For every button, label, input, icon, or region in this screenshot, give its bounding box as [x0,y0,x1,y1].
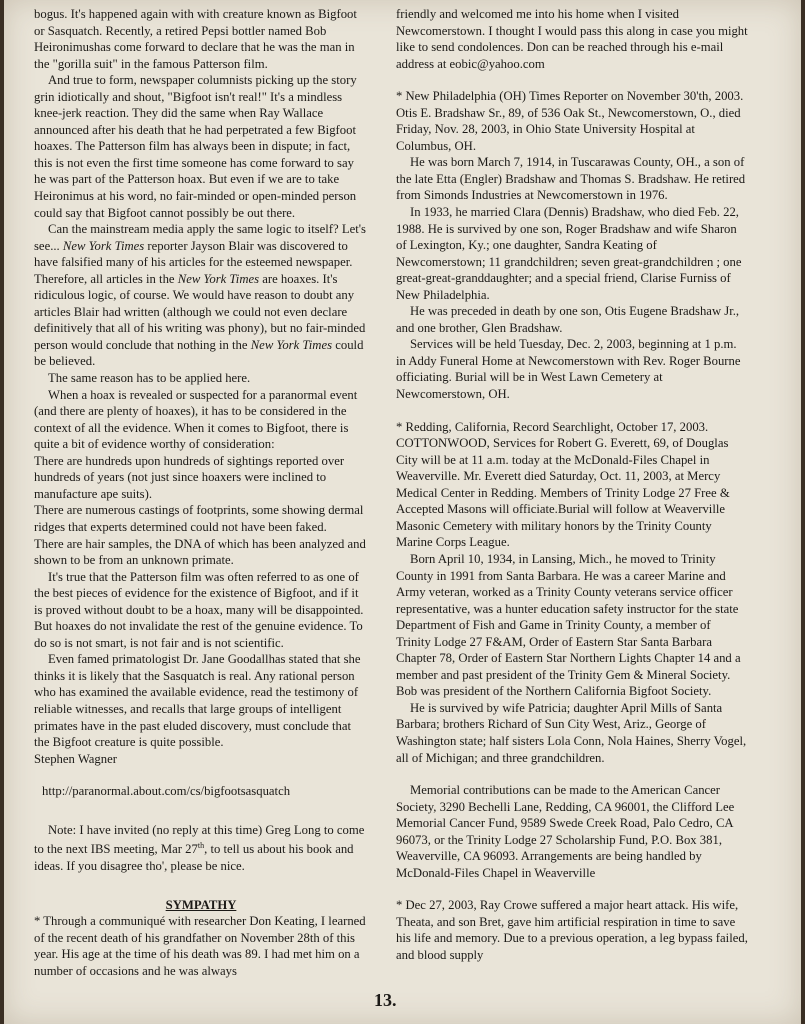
everett-para-3: He is survived by wife Patricia; daughter April Mills of Santa Barbara; brothers Richard of Sun City West, Ariz., George of Washington state; half sisters Lola Conn, Nola Haines, Sherry Vogel, all of Michigan; and three grandchildren. [396,700,747,765]
spacer [396,403,748,419]
sympathy-continued: friendly and welcomed me into his home when I visited Newcomerstown. I thought I would pass this along in case you might like to send condolences. Don can be reached through his e-mail address at eobic@yahoo.com [396,7,748,71]
bigfoot-para-9: It's true that the Patterson film was often referred to as one of the best pieces of evidence for the existence of Bigfoot, and if it is proved without doubt to be a hoax, many will be disappointed. But hoaxes do not invalidate the rest of the genuine evidence. To do so is not smart, is not fair and is not scientific. [34,569,364,650]
spacer [34,875,368,897]
note-text-a: Note: I have invited (no reply at this time) Greg Long to come to the next IBS meeting, Mar 27 [34,822,365,857]
bigfoot-para-7: There are numerous castings of footprints, some showing dermal ridges that experts determined could not have been faked. [34,503,364,534]
article-author: Stephen Wagner [34,751,117,766]
sympathy-heading: SYMPATHY [165,897,237,912]
everett-para-1: * Redding, California, Record Searchlight, October 17, 2003. COTTONWOOD, Services for Robert G. Everett, 69, of Douglas City will be at 11 a.m. today at the McDonald-Files Chapel in Weaverville. Mr. Everett died Saturday, Oct. 11, 2003, at Mercy Medical Center in Redding. Members of Trinity Lodge 27 Free & Accepted Masons will officiate.Burial will follow at Weaverville Masonic Cemetery with military honors by the Trinity County Marine Corps League. [396,419,730,550]
left-column [34,6,368,979]
para3-text-d: could be believed. [34,337,364,369]
page-number: 13. [374,990,397,1010]
bradshaw-para-1: * New Philadelphia (OH) Times Reporter on November 30'th, 2003. Otis E. Bradshaw Sr., 89, of 536 Oak St., Newcomerstown, O., died Friday, Nov. 28, 2003, in Ohio State University Hospital at Columbus, OH. [396,89,744,153]
bigfoot-para-4: The same reason has to be applied here. [48,371,251,386]
bigfoot-para-10: Even famed primatologist Dr. Jane Goodallhas stated that she thinks it is likely that the Sasquatch is real. Any rational person who has examined the available evidence, read the testimony of reliable witnesses, and recalls that large groups of intelligent primates have in the past eluded discovery, must conclude that the Bigfoot creature is quite possible. [34,652,361,750]
bradshaw-para-3: In 1933, he married Clara (Dennis) Bradshaw, who died Feb. 22, 1988. He is survived by one son, Roger Bradshaw and wife Sharon of Lexington, Ky.; one daughter, Sandra Keating of Newcomerstown; 11 grandchildren; seven great-grandchildren ; one great-great-granddaughter; and a special friend, Clarise Furniss of New Philadelphia. [396,205,742,302]
note-text-b: , to tell us about his book and ideas. If you disagree tho', please be nice. [34,842,354,874]
right-column [396,6,748,964]
nyt-title-2: New York Times [177,271,260,286]
spacer [396,766,748,782]
para3-text-c: are hoaxes. It's ridiculous logic, of course. We would have reason to doubt any articles Blair had written (although we could not even declare definitively that all of his writing was phony), but no fair-minded person would conclude that nothing in the [34,271,366,352]
article-url: http://paranormal.about.com/cs/bigfootsasquatch [42,784,291,799]
spacer [34,800,368,822]
nyt-title-1: New York Times [62,238,145,253]
nyt-title-3: New York Times [250,337,333,352]
bradshaw-para-5: Services will be held Tuesday, Dec. 2, 2003, beginning at 1 p.m. in Addy Funeral Home at Newcomerstown with Rev. Roger Bourne officiating. Burial will be in West Lawn Cemetery at Newcomerstown, OH. [396,337,741,402]
bradshaw-para-2: He was born March 7, 1914, in Tuscarawas County, OH., a son of the late Etta (Engler) Bradshaw and Thomas S. Bradshaw. He retired from Simonds Industries at Newcomerstown in 1976. [396,155,746,203]
bigfoot-para-3 [34,221,368,370]
para3-text-b: reporter Jayson Blair was discovered to have falsified many of his articles for the esteemed newspaper. Therefore, all articles in the [34,238,353,286]
spacer [396,881,748,897]
bradshaw-para-4: He was preceded in death by one son, Otis Eugene Bradshaw Jr., and one brother, Glen Bradshaw. [396,304,740,335]
newsletter-page [4,0,801,1024]
editor-note [34,822,368,875]
para3-text-a: Can the mainstream media apply the same logic to itself? Let's see... [34,222,366,253]
spacer [34,767,368,783]
bigfoot-para-8: There are hair samples, the DNA of which has been analyzed and shown to be from an unknown primate. [34,536,366,568]
note-superscript: th [197,841,205,851]
spacer [396,72,748,88]
memorial-para: Memorial contributions can be made to the American Cancer Society, 3290 Bechelli Lane, Redding, CA 96001, the Clifford Lee Memorial Cancer Fund, 9589 Swede Creek Road, Palo Cedro, CA 96073, or the Trinity Lodge 27 Scholarship Fund, P.O. Box 381, Weaverville, CA 96093. Arrangements are being handled by McDonald-Files Chapel in Weaverville [396,783,735,880]
crowe-para: * Dec 27, 2003, Ray Crowe suffered a major heart attack. His wife, Theata, and son Bret, gave him artificial respiration in time to save his life and memory. Due to a previous operation, a leg bypass failed, and blood supply [396,898,748,962]
bigfoot-para-5: When a hoax is revealed or suspected for a paranormal event (and there are plenty of hoaxes), it has to be considered in the context of all the evidence. When it comes to Bigfoot, there is quite a bit of evidence worthy of consideration: [34,387,358,452]
sympathy-para: * Through a communiqué with researcher Don Keating, I learned of the recent death of his grandfather on November 28th of this year. His age at the time of his death was 89. I had met him on a number of occasions and he was always [34,914,366,978]
bigfoot-intro: bogus. It's happened again with with creature known as Bigfoot or Sasquatch. Recently, a retired Pepsi bottler named Bob Heironimushas come forward to declare that he was the man in the "gorilla suit" in the famous Patterson film. [34,7,357,71]
bigfoot-para-6: There are hundreds upon hundreds of sightings reported over hundreds of years (not just since hoaxers were inclined to manufacture ape suits). [34,453,345,501]
bigfoot-para-2: And true to form, newspaper columnists picking up the story grin idiotically and shout, "Bigfoot isn't real!" It's a mindless knee-jerk reaction. They did the same when Ray Wallace announced after his death that he had perpetrated a few Bigfoot hoaxes. The Patterson film has always been in dispute; in fact, this is not even the first time someone has come forward to say he was part of the Patterson hoax. But even if we are to take Heironimus at his word, no fair-minded or open-minded person could say that Bigfoot cannot possibly be out there. [34,73,357,220]
everett-para-2: Born April 10, 1934, in Lansing, Mich., he moved to Trinity County in 1991 from Santa Barbara. He was a career Marine and Army veteran, worked as a Trinity County veterans service officer representative, was a hunter education safety instructor for the state Department of Fish and Game in Trinity County, a member of Trinity Lodge 27 F&AM, Order of Eastern Star Santa Barbara Chapter 78, Order of Eastern Star Northern Lights Chapter 14 and a member and past president of the Trinity Gem & Mineral Society. Bob was president of the Northern California Bigfoot Society. [396,551,741,699]
